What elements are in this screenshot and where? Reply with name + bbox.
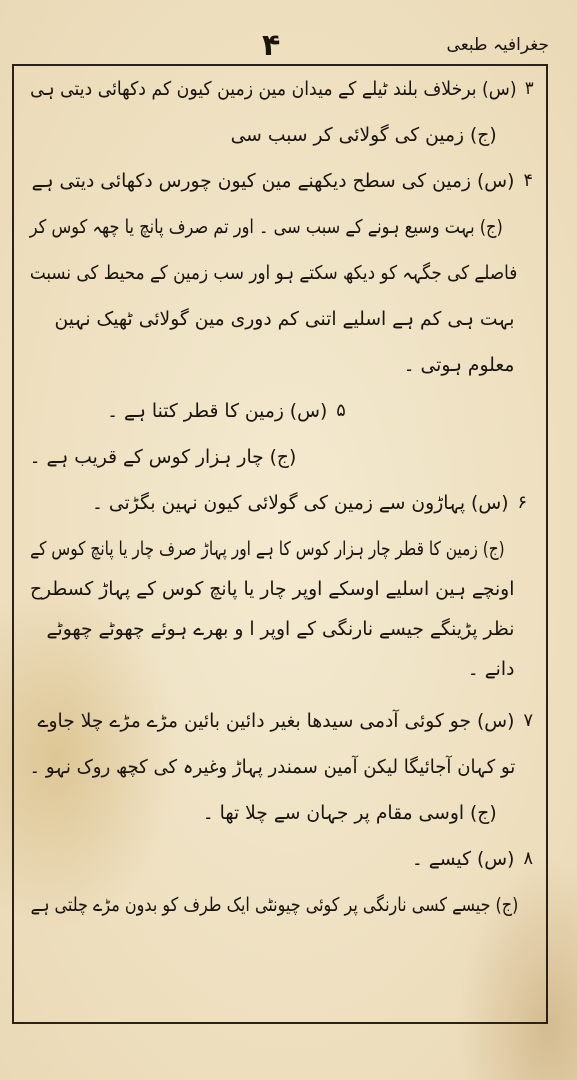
answer-text: فاصلے کی جگہہ کو دیکھ سکتے ہو اور سب زمین کے محیط کی نسبت <box>29 262 518 284</box>
question-marker: (س) <box>476 848 515 870</box>
question-text: پہاڑون سے زمین کی گولائی کیون نہین بگڑتی ۔ <box>91 492 466 514</box>
answer-continuation <box>29 256 542 290</box>
answer-text: اونچے ہین اسلیے اوسکے اوپر چار یا پانچ کوس کے پہاڑ کسطرح <box>29 578 515 600</box>
answer-text: جیسے کسی نارنگی پر کوئی چیونٹی ایک طرف کو بدون مڑے چلتی ہے <box>30 894 491 916</box>
page-number: ۴ <box>262 28 281 63</box>
answer-text: بہت وسیع ہونے کے سبب سی ۔ اور تم صرف پانچ یا چھہ کوس کر <box>29 216 475 238</box>
answer-continuation <box>30 348 542 382</box>
question-line <box>30 704 542 738</box>
question-marker: (س) <box>471 492 509 514</box>
question-number: ۸ <box>523 848 533 869</box>
answer-continuation <box>30 572 542 606</box>
page-header-title: جغرافیہ طبعی <box>446 35 549 55</box>
answer-line <box>30 118 542 152</box>
question-text: کیسے ۔ <box>411 848 472 870</box>
question-number: ۳ <box>524 78 534 99</box>
question-marker: (س) <box>289 400 328 422</box>
question-line <box>30 842 542 876</box>
answer-line <box>30 888 542 922</box>
answer-continuation <box>30 302 542 336</box>
question-number: ۴ <box>523 170 533 191</box>
question-number: ۷ <box>523 710 533 731</box>
answer-text: معلوم ہوتی ۔ <box>403 354 515 376</box>
question-text: جو کوئی آدمی سیدھا بغیر دائین بائین مڑے مڑے چلا جاوے <box>37 710 472 732</box>
answer-text: بہت ہی کم ہے اسلیے اتنی کم دوری مین گولائی ٹھیک نہین <box>54 308 515 330</box>
answer-text: اوسی مقام پر جہان سے چلا تھا ۔ <box>202 802 465 824</box>
answer-text: زمین کا قطر چار ہزار کوس کا ہے اور پہاڑ صرف چار یا پانچ کوس کے <box>30 538 478 560</box>
answer-marker: (ج) <box>495 894 519 916</box>
question-marker: (س) <box>476 710 515 732</box>
question-line <box>30 72 542 106</box>
answer-marker: (ج) <box>469 124 497 146</box>
question-text: برخلاف بلند ٹیلے کے میدان مین زمین کیون کم دکھائی دیتی ہی <box>30 78 477 100</box>
answer-marker: (ج) <box>469 802 497 824</box>
answer-continuation <box>30 612 542 646</box>
answer-line <box>30 532 542 566</box>
answer-marker: (ج) <box>269 446 297 468</box>
question-line <box>30 164 542 198</box>
answer-text: دانے ۔ <box>467 658 515 680</box>
answer-line <box>31 440 542 474</box>
question-marker: (س) <box>476 170 515 192</box>
question-text: تو کہان آجائیگا لیکن آمین سمندر پہاڑ وغیرہ کی کچھ روک نہو ۔ <box>29 756 516 778</box>
question-line <box>30 486 542 520</box>
answer-marker: (ج) <box>479 216 503 238</box>
question-continuation <box>29 750 542 784</box>
question-line <box>30 394 542 428</box>
question-number: ۶ <box>517 492 528 513</box>
question-text: زمین کی سطح دیکھنے مین کیون چورس دکھائی دیتی ہے <box>31 170 472 192</box>
question-marker: (س) <box>482 78 517 100</box>
answer-marker: (ج) <box>482 538 505 560</box>
answer-text: نظر پڑینگے جیسے نارنگی کے اوپر ا و بھرے ہوئے چھوٹے چھوٹے <box>46 618 515 640</box>
question-number: ۵ <box>336 400 346 421</box>
qa-content <box>22 72 542 922</box>
answer-line <box>29 210 542 244</box>
answer-continuation <box>30 652 542 686</box>
question-text: زمین کا قطر کتنا ہے ۔ <box>107 400 284 422</box>
answer-text: زمین کی گولائی کر سبب سی <box>230 124 465 146</box>
answer-line <box>30 796 542 830</box>
answer-text: چار ہزار کوس کے قریب ہے ۔ <box>29 446 264 468</box>
